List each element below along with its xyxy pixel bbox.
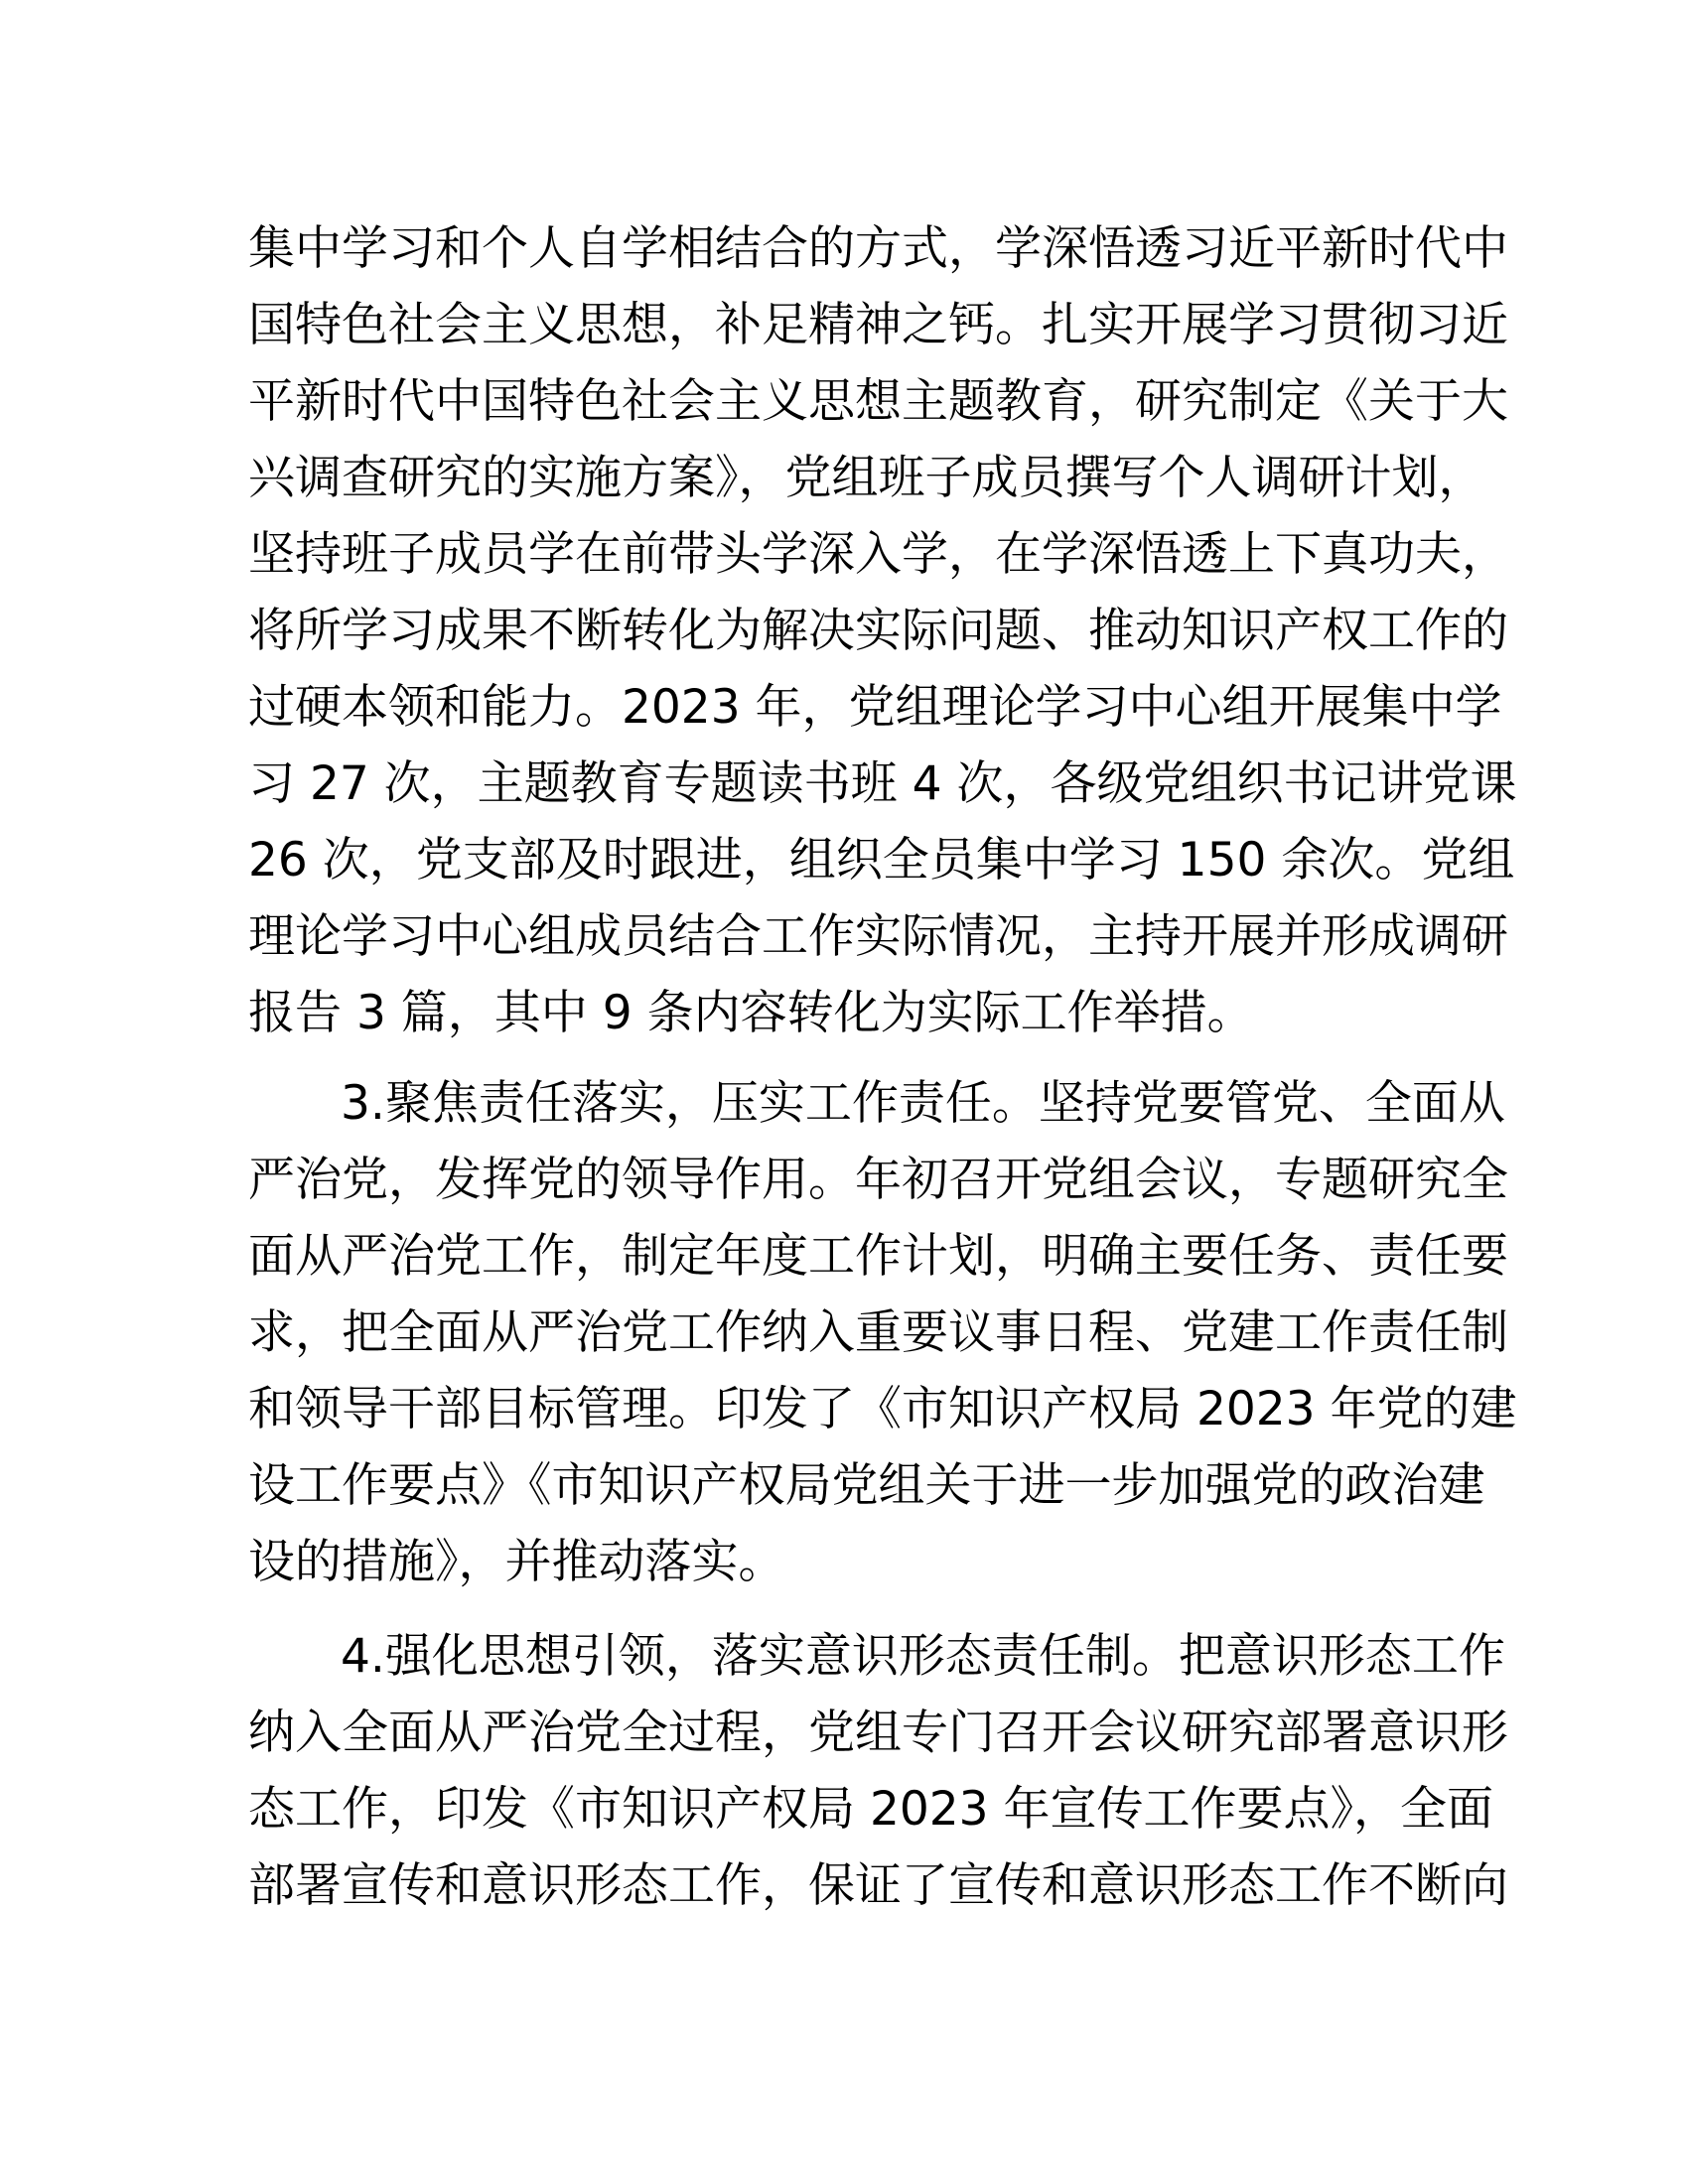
- text-line: 纳入全面从严治党全过程，党组专门召开会议研究部署意识形: [248, 1706, 1508, 1760]
- text-line: 求，把全面从严治党工作纳入重要议事日程、党建工作责任制: [248, 1305, 1508, 1360]
- text-line: 报告 3 篇，其中 9 条内容转化为实际工作举措。: [248, 986, 1254, 1040]
- text-line: 26 次，党支部及时跟进，组织全员集中学习 150 余次。党组: [248, 833, 1515, 887]
- text-line: 平新时代中国特色社会主义思想主题教育，研究制定《关于大: [248, 374, 1508, 429]
- text-line: 设工作要点》《市知识产权局党组关于进一步加强党的政治建: [248, 1458, 1485, 1513]
- text-line: 态工作，印发《市知识产权局 2023 年宣传工作要点》，全面: [248, 1782, 1493, 1837]
- text-line-first: 4.强化思想引领，落实意识形态责任制。把意识形态工作: [341, 1629, 1505, 1684]
- text-line-first: 3.聚焦责任落实，压实工作责任。坚持党要管党、全面从: [341, 1076, 1505, 1131]
- text-line: 过硬本领和能力。2023 年，党组理论学习中心组开展集中学: [248, 680, 1502, 735]
- text-line: 严治党，发挥党的领导作用。年初召开党组会议，专题研究全: [248, 1153, 1508, 1207]
- text-line: 理论学习中心组成员结合工作实际情况，主持开展并形成调研: [248, 909, 1508, 964]
- paragraph-responsibility: [248, 1065, 1517, 1600]
- text-line: 部署宣传和意识形态工作，保证了宣传和意识形态工作不断向: [248, 1858, 1508, 1913]
- text-line: 面从严治党工作，制定年度工作计划，明确主要任务、责任要: [248, 1229, 1508, 1284]
- text-line: 习 27 次，主题教育专题读书班 4 次，各级党组织书记讲党课: [248, 756, 1517, 811]
- text-line: 兴调查研究的实施方案》，党组班子成员撰写个人调研计划，: [248, 451, 1485, 505]
- text-line: 集中学习和个人自学相结合的方式，学深悟透习近平新时代中: [248, 221, 1508, 276]
- text-line: 将所学习成果不断转化为解决实际问题、推动知识产权工作的: [248, 604, 1508, 658]
- text-line: 国特色社会主义思想，补足精神之钙。扎实开展学习贯彻习近: [248, 298, 1508, 352]
- text-line: 设的措施》，并推动落实。: [248, 1535, 785, 1589]
- paragraph-ideology: [248, 1618, 1508, 1924]
- paragraph-study-continuation: [248, 210, 1517, 1051]
- text-line: 和领导干部目标管理。印发了《市知识产权局 2023 年党的建: [248, 1382, 1517, 1436]
- text-line: 坚持班子成员学在前带头学深入学，在学深悟透上下真功夫，: [248, 527, 1508, 582]
